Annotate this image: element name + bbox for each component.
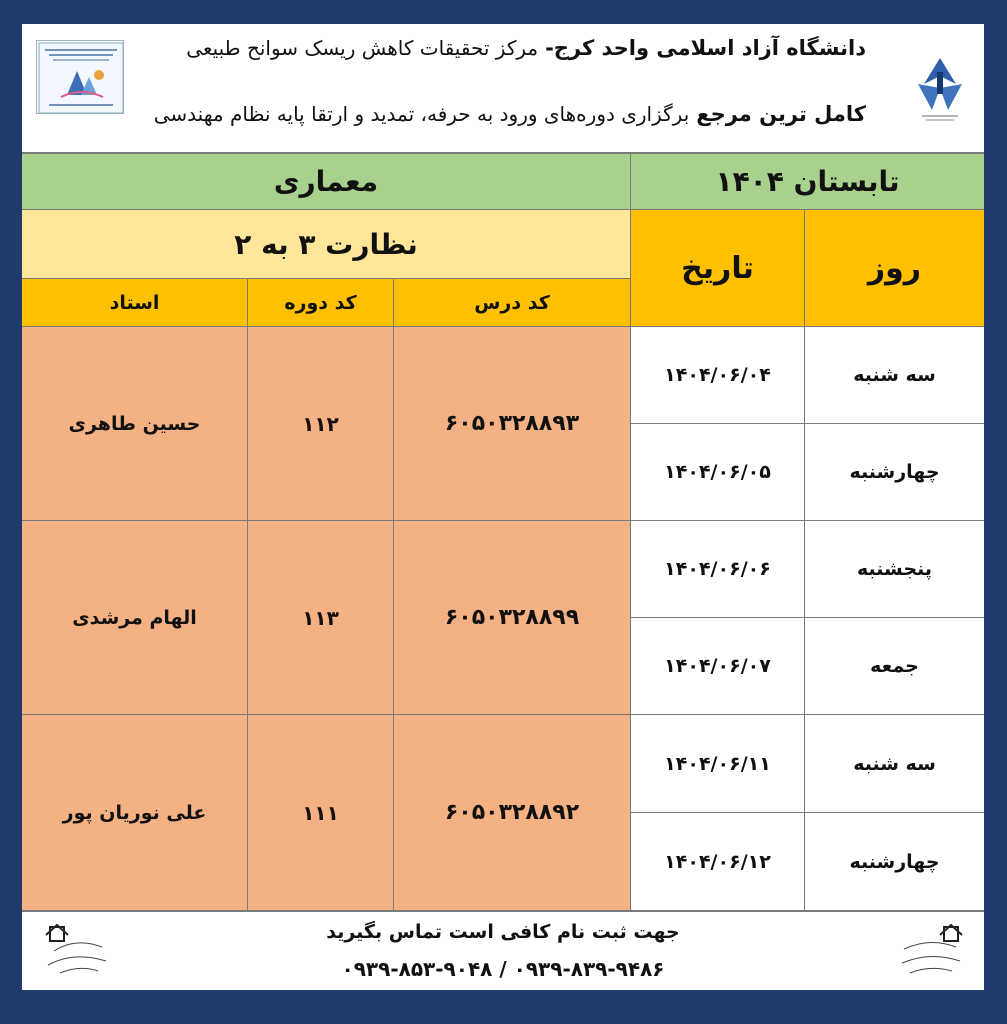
teacher-name: علی نوریان پور	[62, 801, 207, 824]
day-cell: سه شنبه	[805, 715, 984, 813]
table-row	[22, 327, 248, 521]
header	[22, 24, 984, 152]
date-cell: ۱۴۰۴/۰۶/۰۶	[631, 521, 805, 618]
day-column-header: روز	[805, 210, 984, 327]
header-line-1	[186, 36, 866, 60]
tagline-bold: کامل ترین مرجع	[696, 102, 866, 126]
research-center-logo-icon	[37, 41, 125, 115]
engineering-org-logo-icon	[40, 921, 112, 979]
course-code-column-header: کد دوره	[248, 279, 394, 327]
footer	[22, 911, 984, 990]
day-cell: چهارشنبه	[805, 424, 984, 521]
divider	[22, 911, 984, 912]
field-title: معماری	[273, 165, 379, 198]
research-center-logo	[36, 40, 124, 114]
lesson-code-cell: ۶۰۵۰۳۲۸۸۹۹	[394, 521, 631, 715]
tagline-rest: برگزاری دوره‌های ورود به حرفه، تمدید و ارتقا پایه نظام مهندسی	[153, 102, 690, 126]
date-cell: ۱۴۰۴/۰۶/۰۵	[631, 424, 805, 521]
day-cell: سه شنبه	[805, 327, 984, 424]
season-banner	[631, 152, 984, 210]
teacher-name: الهام مرشدی	[72, 606, 197, 629]
date-cell: ۱۴۰۴/۰۶/۱۱	[631, 715, 805, 813]
engineering-org-logo-right	[896, 921, 968, 979]
lesson-code-cell: ۶۰۵۰۳۲۸۸۹۲	[394, 715, 631, 911]
university-emblem-icon	[912, 54, 968, 124]
day-cell: جمعه	[805, 618, 984, 715]
center-name: مرکز تحقیقات کاهش ریسک سوانح طبیعی	[186, 36, 539, 60]
lesson-code-column-header: کد درس	[394, 279, 631, 327]
engineering-org-logo-icon	[896, 921, 968, 979]
course-code-cell: ۱۱۱	[248, 715, 394, 911]
date-column-header: تاریخ	[631, 210, 805, 327]
field-banner	[22, 152, 631, 210]
university-logo	[912, 54, 968, 124]
teacher-column-header: استاد	[22, 279, 248, 327]
table-row	[22, 715, 248, 911]
lesson-code-cell: ۶۰۵۰۳۲۸۸۹۳	[394, 327, 631, 521]
date-cell: ۱۴۰۴/۰۶/۰۴	[631, 327, 805, 424]
university-name: دانشگاه آزاد اسلامی واحد کرج-	[545, 36, 866, 60]
course-code-cell: ۱۱۲	[248, 327, 394, 521]
date-cell: ۱۴۰۴/۰۶/۰۷	[631, 618, 805, 715]
engineering-org-logo-left	[40, 921, 112, 979]
phone-numbers[interactable]: ۰۹۳۹-۸۳۹-۹۴۸۶ / ۰۹۳۹-۸۵۳-۹۰۴۸	[341, 957, 665, 981]
teacher-name: حسین طاهری	[68, 412, 201, 435]
date-cell: ۱۴۰۴/۰۶/۱۲	[631, 813, 805, 911]
table-row	[22, 521, 248, 715]
course-code-cell: ۱۱۳	[248, 521, 394, 715]
day-cell: چهارشنبه	[805, 813, 984, 911]
day-cell: پنجشنبه	[805, 521, 984, 618]
header-line-2	[154, 102, 866, 126]
season-title: تابستان ۱۴۰۴	[715, 165, 900, 198]
call-to-action: جهت ثبت نام کافی است تماس بگیرید	[326, 921, 680, 943]
course-banner	[22, 210, 631, 279]
course-title: نظارت ۳ به ۲	[234, 227, 418, 261]
flyer	[22, 24, 984, 990]
